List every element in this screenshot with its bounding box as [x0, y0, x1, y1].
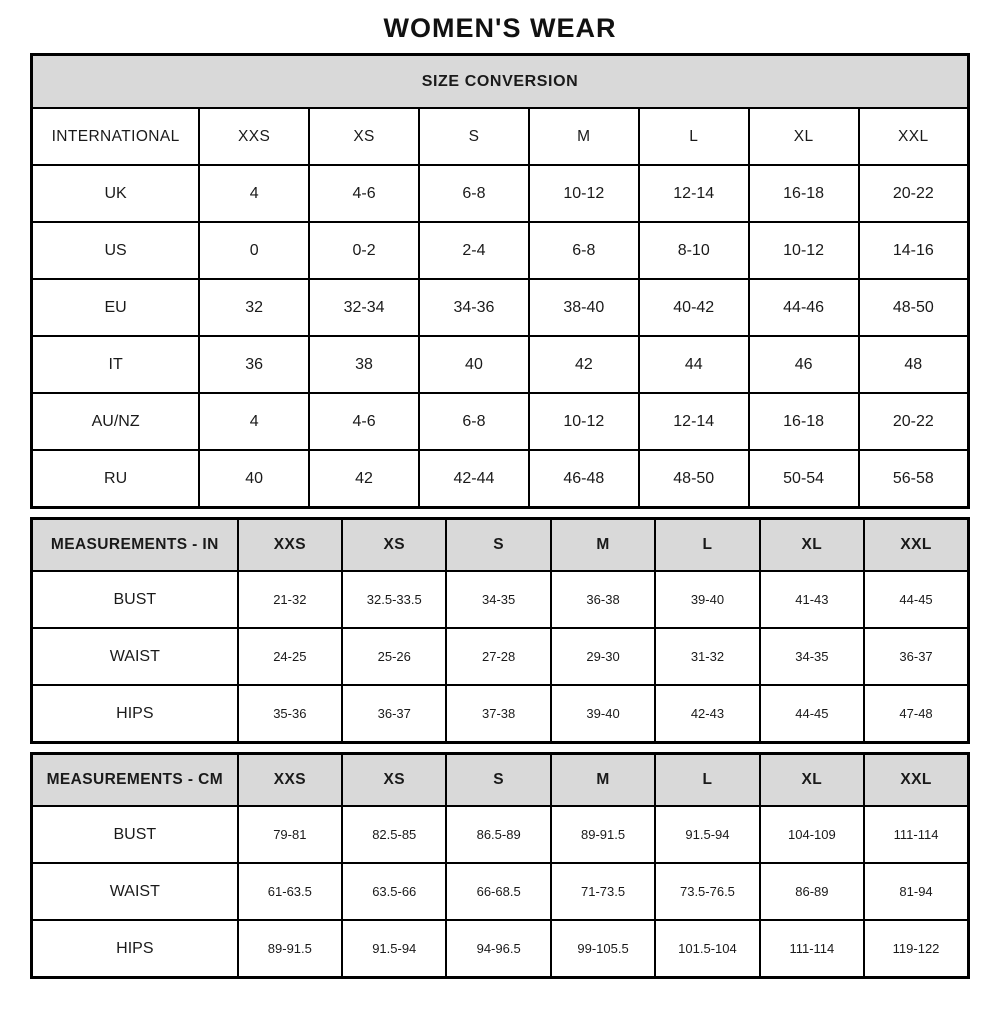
- data-cell: 48-50: [639, 450, 749, 508]
- size-column-header: XXS: [238, 519, 342, 572]
- row-label: US: [32, 222, 200, 279]
- data-cell: 101.5-104: [655, 920, 759, 978]
- table-row: [32, 863, 969, 920]
- data-cell: 91.5-94: [342, 920, 446, 978]
- data-cell: 56-58: [859, 450, 969, 508]
- data-cell: 32.5-33.5: [342, 571, 446, 628]
- table-row: [32, 571, 969, 628]
- data-cell: 37-38: [446, 685, 550, 743]
- size-column-header: M: [529, 108, 639, 165]
- data-cell: 119-122: [864, 920, 968, 978]
- size-column-header: L: [639, 108, 749, 165]
- corner-header: MEASUREMENTS - CM: [32, 754, 238, 807]
- data-cell: 94-96.5: [446, 920, 550, 978]
- table-row: [32, 279, 969, 336]
- size-column-header: XS: [342, 519, 446, 572]
- size-column-header: L: [655, 754, 759, 807]
- data-cell: 4: [199, 165, 309, 222]
- data-cell: 39-40: [551, 685, 655, 743]
- data-cell: 32: [199, 279, 309, 336]
- measurements-in-table: [30, 517, 970, 744]
- data-cell: 21-32: [238, 571, 342, 628]
- data-cell: 6-8: [419, 393, 529, 450]
- data-cell: 6-8: [529, 222, 639, 279]
- data-cell: 35-36: [238, 685, 342, 743]
- data-cell: 42: [309, 450, 419, 508]
- data-cell: 14-16: [859, 222, 969, 279]
- size-column-header: XXL: [864, 519, 968, 572]
- data-cell: 71-73.5: [551, 863, 655, 920]
- row-label: BUST: [32, 571, 238, 628]
- data-cell: 111-114: [760, 920, 864, 978]
- size-conversion-table: [30, 53, 970, 509]
- table-row: [32, 336, 969, 393]
- data-cell: 10-12: [749, 222, 859, 279]
- header-row: [32, 754, 969, 807]
- table-row: [32, 165, 969, 222]
- data-cell: 44-45: [760, 685, 864, 743]
- data-cell: 47-48: [864, 685, 968, 743]
- row-label: HIPS: [32, 685, 238, 743]
- data-cell: 0: [199, 222, 309, 279]
- data-cell: 25-26: [342, 628, 446, 685]
- data-cell: 89-91.5: [551, 806, 655, 863]
- data-cell: 34-35: [760, 628, 864, 685]
- data-cell: 34-35: [446, 571, 550, 628]
- row-label: WAIST: [32, 628, 238, 685]
- data-cell: 29-30: [551, 628, 655, 685]
- size-column-header: XS: [309, 108, 419, 165]
- size-column-header: XL: [760, 519, 864, 572]
- data-cell: 4-6: [309, 393, 419, 450]
- size-column-header: XL: [749, 108, 859, 165]
- data-cell: 36-37: [864, 628, 968, 685]
- data-cell: 44-46: [749, 279, 859, 336]
- data-cell: 10-12: [529, 393, 639, 450]
- header-row: [32, 519, 969, 572]
- data-cell: 36-37: [342, 685, 446, 743]
- data-cell: 16-18: [749, 393, 859, 450]
- data-cell: 4: [199, 393, 309, 450]
- row-label: EU: [32, 279, 200, 336]
- data-cell: 34-36: [419, 279, 529, 336]
- data-cell: 32-34: [309, 279, 419, 336]
- size-column-header: S: [446, 519, 550, 572]
- data-cell: 42-43: [655, 685, 759, 743]
- row-label: UK: [32, 165, 200, 222]
- size-column-header: XXL: [864, 754, 968, 807]
- data-cell: 104-109: [760, 806, 864, 863]
- data-cell: 42: [529, 336, 639, 393]
- page-title: WOMEN'S WEAR: [383, 13, 617, 43]
- data-cell: 73.5-76.5: [655, 863, 759, 920]
- row-label: AU/NZ: [32, 393, 200, 450]
- data-cell: 82.5-85: [342, 806, 446, 863]
- data-cell: 86-89: [760, 863, 864, 920]
- data-cell: 44-45: [864, 571, 968, 628]
- measurements-cm-table: [30, 752, 970, 979]
- size-column-header: L: [655, 519, 759, 572]
- data-cell: 44: [639, 336, 749, 393]
- data-cell: 50-54: [749, 450, 859, 508]
- size-column-header: M: [551, 754, 655, 807]
- data-cell: 66-68.5: [446, 863, 550, 920]
- data-cell: 40: [199, 450, 309, 508]
- size-column-header: M: [551, 519, 655, 572]
- size-column-header: XXS: [238, 754, 342, 807]
- data-cell: 38-40: [529, 279, 639, 336]
- data-cell: 39-40: [655, 571, 759, 628]
- data-cell: 0-2: [309, 222, 419, 279]
- data-cell: 40: [419, 336, 529, 393]
- table-row: [32, 450, 969, 508]
- size-column-header: XXL: [859, 108, 969, 165]
- size-column-header: XXS: [199, 108, 309, 165]
- data-cell: 99-105.5: [551, 920, 655, 978]
- data-cell: 42-44: [419, 450, 529, 508]
- data-cell: 20-22: [859, 393, 969, 450]
- data-cell: 48-50: [859, 279, 969, 336]
- table-row: [32, 920, 969, 978]
- data-cell: 91.5-94: [655, 806, 759, 863]
- row-label: BUST: [32, 806, 238, 863]
- data-cell: 10-12: [529, 165, 639, 222]
- data-cell: 36-38: [551, 571, 655, 628]
- data-cell: 4-6: [309, 165, 419, 222]
- row-label: HIPS: [32, 920, 238, 978]
- data-cell: 46-48: [529, 450, 639, 508]
- data-cell: 111-114: [864, 806, 968, 863]
- data-cell: 24-25: [238, 628, 342, 685]
- data-cell: 86.5-89: [446, 806, 550, 863]
- data-cell: 6-8: [419, 165, 529, 222]
- table-row: [32, 628, 969, 685]
- row-label: WAIST: [32, 863, 238, 920]
- data-cell: 16-18: [749, 165, 859, 222]
- size-column-header: XS: [342, 754, 446, 807]
- data-cell: 27-28: [446, 628, 550, 685]
- row-label: RU: [32, 450, 200, 508]
- data-cell: 38: [309, 336, 419, 393]
- corner-header: MEASUREMENTS - IN: [32, 519, 238, 572]
- data-cell: 63.5-66: [342, 863, 446, 920]
- corner-header: INTERNATIONAL: [32, 108, 200, 165]
- size-chart-page: [0, 13, 1000, 979]
- table-row: [32, 393, 969, 450]
- table-row: [32, 222, 969, 279]
- data-cell: 79-81: [238, 806, 342, 863]
- table-row: [32, 685, 969, 743]
- data-cell: 89-91.5: [238, 920, 342, 978]
- data-cell: 61-63.5: [238, 863, 342, 920]
- table-banner: SIZE CONVERSION: [32, 55, 969, 109]
- data-cell: 12-14: [639, 393, 749, 450]
- data-cell: 36: [199, 336, 309, 393]
- header-row: [32, 108, 969, 165]
- data-cell: 8-10: [639, 222, 749, 279]
- data-cell: 12-14: [639, 165, 749, 222]
- data-cell: 48: [859, 336, 969, 393]
- size-column-header: S: [446, 754, 550, 807]
- data-cell: 31-32: [655, 628, 759, 685]
- tables-container: [30, 53, 970, 979]
- size-column-header: XL: [760, 754, 864, 807]
- data-cell: 40-42: [639, 279, 749, 336]
- data-cell: 41-43: [760, 571, 864, 628]
- table-row: [32, 806, 969, 863]
- size-column-header: S: [419, 108, 529, 165]
- data-cell: 20-22: [859, 165, 969, 222]
- data-cell: 46: [749, 336, 859, 393]
- row-label: IT: [32, 336, 200, 393]
- data-cell: 2-4: [419, 222, 529, 279]
- data-cell: 81-94: [864, 863, 968, 920]
